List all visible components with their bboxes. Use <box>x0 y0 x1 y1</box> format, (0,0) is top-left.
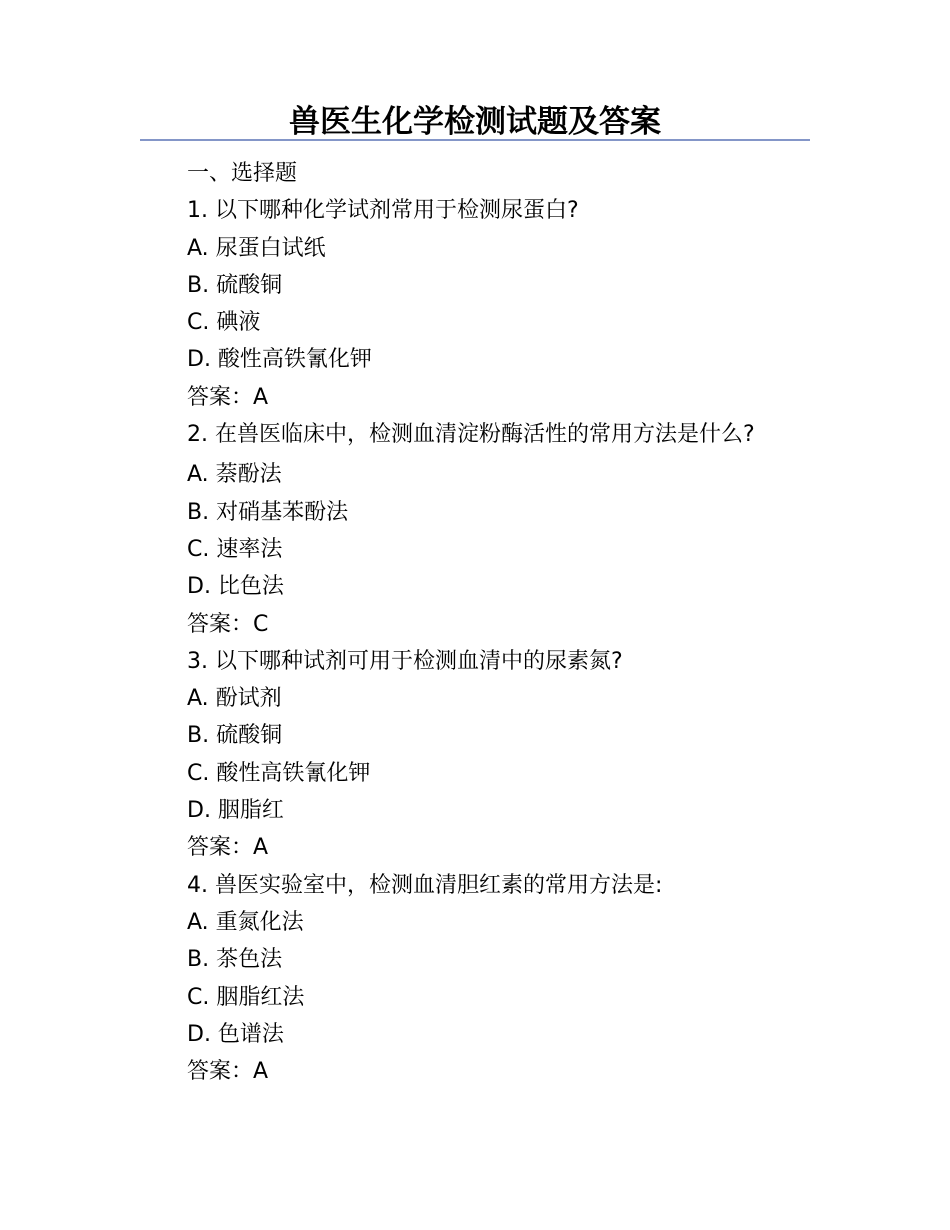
question-block-2 <box>140 416 800 643</box>
question-text: 1. 以下哪种化学试剂常用于检测尿蛋白? <box>187 198 579 224</box>
title-underline <box>140 139 810 141</box>
document-title: 兽医生化学检测试题及答案 <box>289 104 661 140</box>
option-d: D. 胭脂红 <box>187 798 284 824</box>
question-block-4 <box>140 867 800 1091</box>
answer-text: 答案：A <box>187 1059 269 1085</box>
question-block-1 <box>140 192 800 416</box>
option-d: D. 比色法 <box>187 574 284 600</box>
option-c: C. 酸性高铁氰化钾 <box>187 760 371 786</box>
question-text: 2. 在兽医临床中，检测血清淀粉酶活性的常用方法是什么? <box>187 422 755 448</box>
question-text: 4. 兽医实验室中，检测血清胆红素的常用方法是: <box>187 872 663 898</box>
section-heading: 一、选择题 <box>187 161 298 186</box>
answer-text: 答案：A <box>187 835 269 861</box>
option-a: A. 萘酚法 <box>187 462 282 488</box>
option-c: C. 胭脂红法 <box>187 984 305 1010</box>
option-b: B. 硫酸铜 <box>187 272 283 298</box>
document-body <box>140 155 800 1090</box>
answer-text: 答案：C <box>187 611 269 637</box>
option-a: A. 尿蛋白试纸 <box>187 235 326 261</box>
option-b: B. 硫酸铜 <box>187 723 283 749</box>
question-block-3 <box>140 643 800 867</box>
option-d: D. 色谱法 <box>187 1021 284 1047</box>
question-text: 3. 以下哪种试剂可用于检测血清中的尿素氮? <box>187 648 623 674</box>
option-d: D. 酸性高铁氰化钾 <box>187 347 372 373</box>
option-b: B. 对硝基苯酚法 <box>187 499 349 525</box>
option-b: B. 茶色法 <box>187 947 283 973</box>
answer-text: 答案：A <box>187 384 269 410</box>
option-c: C. 碘液 <box>187 310 261 336</box>
option-c: C. 速率法 <box>187 536 283 562</box>
option-a: A. 酚试剂 <box>187 686 282 712</box>
option-a: A. 重氮化法 <box>187 909 304 935</box>
